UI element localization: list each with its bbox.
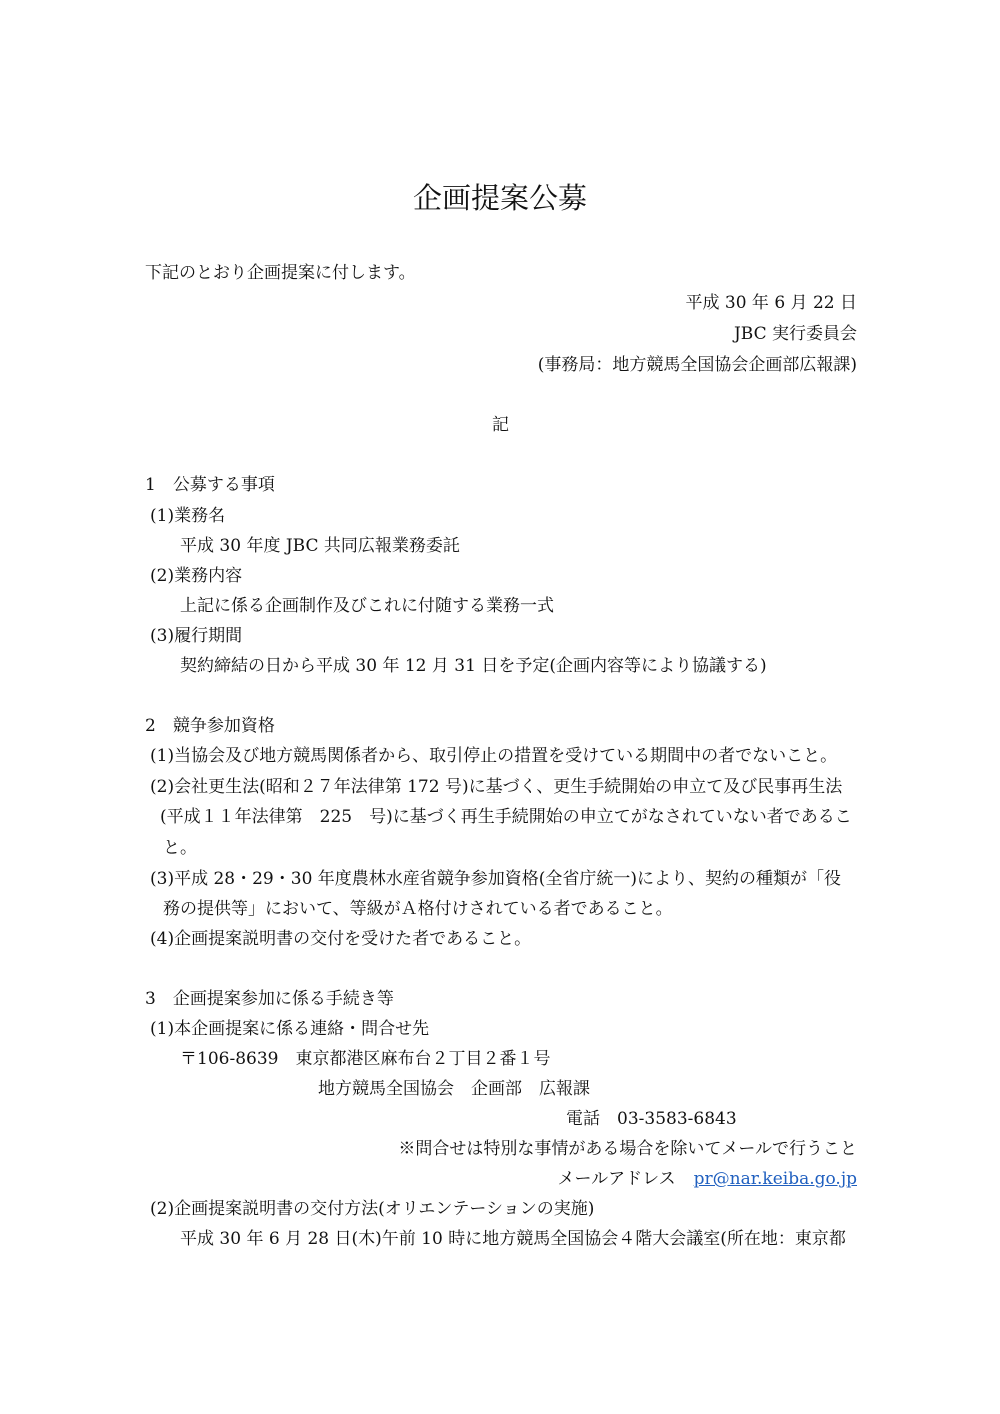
section-2-item-2-line-1: (2)会社更生法(昭和２７年法律第 172 号)に基づく、更生手続開始の申立て及び民事再生法 xyxy=(150,777,843,797)
contact-phone: 電話 03-3583-6843 xyxy=(566,1109,737,1129)
section-1-item-3-label: (3)履行期間 xyxy=(150,626,243,646)
section-2-item-2-line-2: (平成１１年法律第 225 号)に基づく再生手続開始の申立てがなされていない者であるこ xyxy=(160,807,852,827)
section-2-item-3-line-2: 務の提供等」において、等級がＡ格付けされている者であること。 xyxy=(163,899,673,919)
section-1-item-2-text: 上記に係る企画制作及びこれに付随する業務一式 xyxy=(180,596,554,616)
organization-name: JBC 実行委員会 xyxy=(733,324,857,344)
section-1-item-3-text: 契約締結の日から平成 30 年 12 月 31 日を予定(企画内容等により協議する) xyxy=(180,656,767,676)
section-1-heading: 1 公募する事項 xyxy=(145,475,275,495)
section-3-item-2-text: 平成 30 年 6 月 28 日(木)午前 10 時に地方競馬全国協会４階大会議室(所在地：東京都 xyxy=(180,1229,846,1249)
page-title: 企画提案公募 xyxy=(412,181,587,215)
section-2-item-4: (4)企画提案説明書の交付を受けた者であること。 xyxy=(150,929,532,949)
contact-email-row xyxy=(557,1168,857,1190)
contact-address: 〒106-8639 東京都港区麻布台２丁目２番１号 xyxy=(180,1049,551,1069)
contact-department: 地方競馬全国協会 企画部 広報課 xyxy=(318,1079,590,1099)
section-1-item-1-text: 平成 30 年度 JBC 共同広報業務委託 xyxy=(180,536,460,556)
section-3-item-1-label: (1)本企画提案に係る連絡・問合せ先 xyxy=(150,1019,430,1039)
secretariat-text: (事務局：地方競馬全国協会企画部広報課) xyxy=(537,355,857,375)
section-2-item-3-line-1: (3)平成 28・29・30 年度農林水産省競争参加資格(全省庁統一)により、契約の種類が「役 xyxy=(150,869,842,889)
section-1-item-1-label: (1)業務名 xyxy=(150,506,226,526)
section-2-heading: 2 競争参加資格 xyxy=(145,716,275,736)
email-link[interactable]: pr@nar.keiba.go.jp xyxy=(693,1169,857,1189)
contact-note: ※問合せは特別な事情がある場合を除いてメールで行うこと xyxy=(398,1139,857,1159)
section-3-item-2-label: (2)企画提案説明書の交付方法(オリエンテーションの実施) xyxy=(150,1199,595,1219)
intro-text: 下記のとおり企画提案に付します。 xyxy=(145,263,416,283)
date-text: 平成 30 年 6 月 22 日 xyxy=(685,293,857,313)
section-1-item-2-label: (2)業務内容 xyxy=(150,566,243,586)
section-3-heading: 3 企画提案参加に係る手続き等 xyxy=(145,989,394,1009)
section-2-item-1: (1)当協会及び地方競馬関係者から、取引停止の措置を受けている期間中の者でないこと。 xyxy=(150,746,838,766)
section-2-item-2-line-3: と。 xyxy=(163,838,197,858)
email-label: メールアドレス xyxy=(557,1169,676,1189)
ki-marker: 記 xyxy=(492,415,509,435)
